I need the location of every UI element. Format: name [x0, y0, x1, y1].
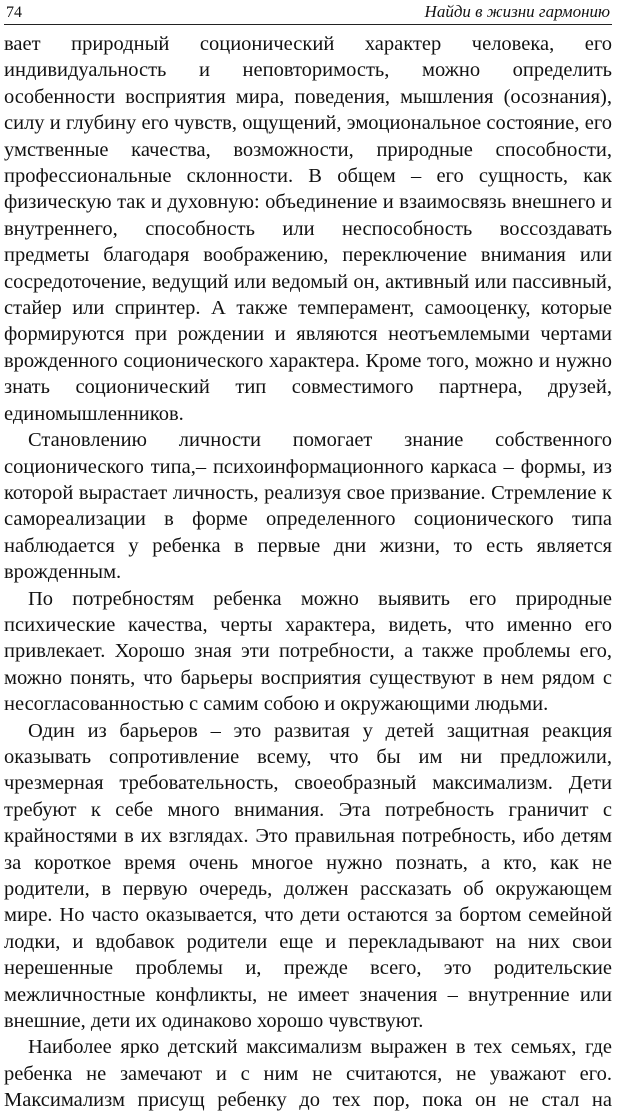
paragraph-continues: Наиболее ярко детский максимализм выражен в тех семьях, где ребенка не замечают и с ним не считаются, не уважают его. Максимализм присущ ребенку до тех пор, пока он не стал на	[4, 1036, 612, 1112]
running-title: Найди в жизни гармонию	[424, 2, 610, 21]
paragraph-continued: вает природный соционический характер человека, его индивидуальность и неповторимость, можно определить особенности восприятия мира, поведения, мышления (осознания), силу и глубину его чувств, ощущений, эмоциональное состояние, его умственные качества, возможности, природные способности, профессиональные склонности. В общем – его сущность, как физическую так и духовную: объединение и взаимосвязь внешнего и внутреннего, способность или неспособность воссоздавать предметы благодаря воображению, переключение внимания или сосредоточение, ведущий или ведомый он, активный или пассивный, стайер или спринтер. А также темперамент, самооценку, которые формируются при рождении и являются неотъемлемыми чертами врожденного соционического характера. Кроме того, можно и нужно знать соционический тип совместимого партнера, друзей, единомышленников.	[4, 33, 612, 425]
paragraph: По потребностям ребенка можно выявить его природные психические качества, черты характера, видеть, что именно его привлекает. Хорошо зная эти потребности, а также проблемы его, можно понять, что барьеры восприятия существуют в нем рядом с несогласованностью с самим собою и окружающими людьми.	[4, 587, 612, 716]
paragraph: Становлению личности помогает знание собственного соционического типа,– психоинформационного каркаса – формы, из которой вырастает личность, реализуя свое призвание. Стремление к самореализации в форме определенного соционического типа наблюдается у ребенка в первые дни жизни, то есть является врожденным.	[4, 429, 612, 584]
page-header	[4, 0, 612, 25]
page-number: 74	[6, 4, 22, 21]
paragraph: Один из барьеров – это развитая у детей защитная реакция оказывать сопротивление всему, что бы им ни предложили, чрезмерная требовательность, своеобразный максимализм. Дети требуют к себе много внимания. Эта потребность граничит с крайностями в их взглядах. Это правильная потребность, ибо детям за короткое время очень многое нужно познать, а кто, как не родители, в первую очередь, должен рассказать об окружающем мире. Но часто оказывается, что дети остаются за бортом семейной лодки, и вдобавок родители еще и перекладывают на них свои нерешенные проблемы и, прежде всего, это родительские межличностные конфликты, не имеет значения – внутренние или внешние, дети их одинаково хорошо чувствуют.	[4, 719, 612, 1033]
page-body	[4, 31, 612, 1114]
